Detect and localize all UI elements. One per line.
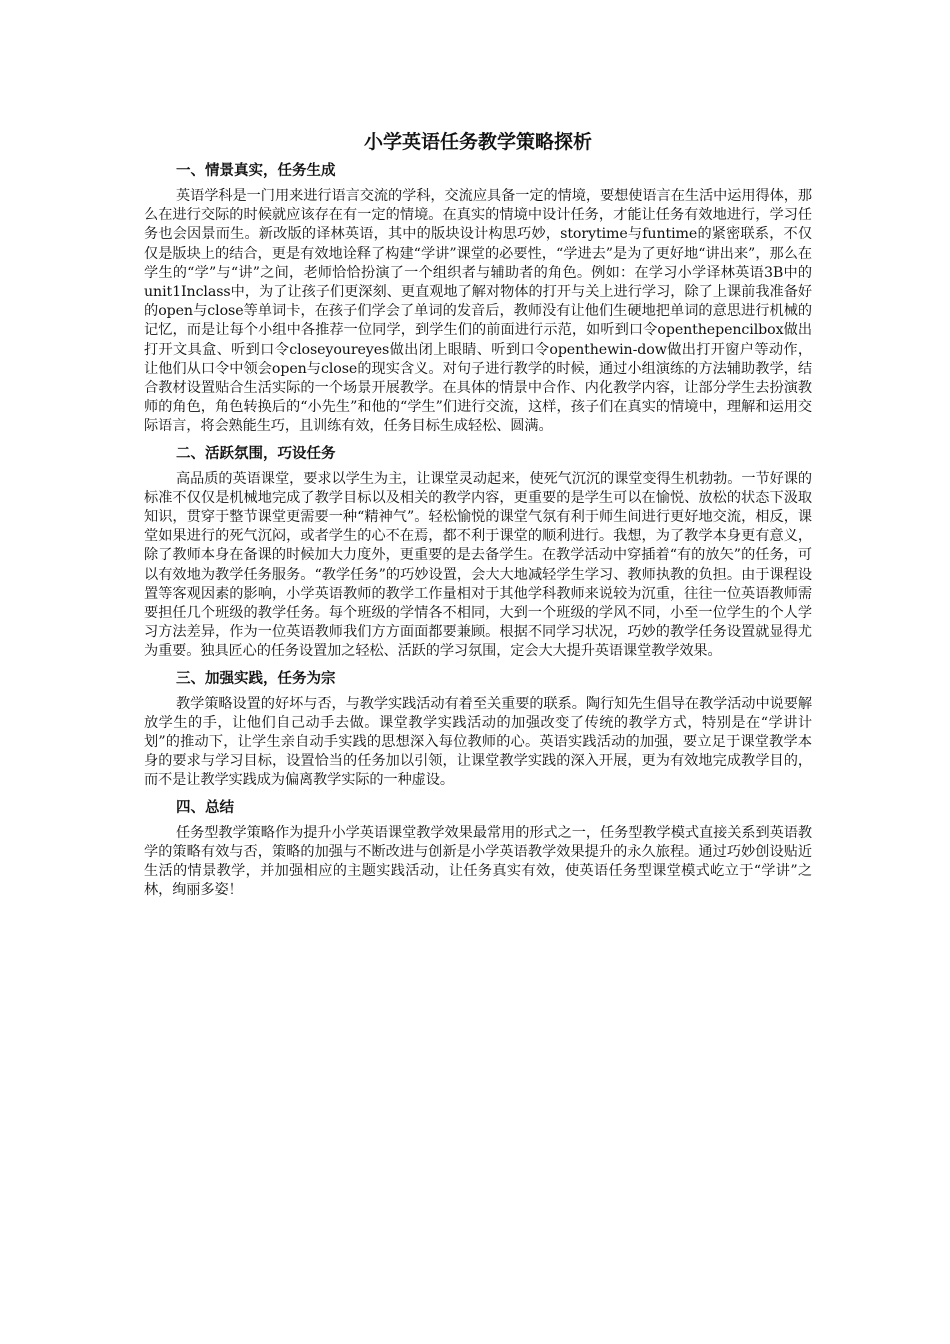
section-paragraph: 英语学科是一门用来进行语言交流的学科，交流应具备一定的情境，要想使语言在生活中运用得体，那么在进行交际的时候就应该存在有一定的情境。在真实的情境中设计任务，才能让任务有效地进行，学习任务也会因景而生。新改版的译林英语，其中的版块设计构思巧妙，storytime与funtime的紧密联系，不仅仅是版块上的结合，更是有效地诠释了构建“学讲”课堂的必要性，“学进去”是为了更好地“讲出来”，那么在学生的“学”与“讲”之间，老师恰恰扮演了一个组织者与辅助者的角色。例如：在学习小学译林英语3B中的unit1Inclass中，为了让孩子们更深刻、更直观地了解对物体的打开与关上进行学习，除了上课前我准备好的open与close等单词卡，在孩子们学会了单词的发音后，教师没有让他们生硬地把单词的意思进行机械的记忆，而是让每个小组中各推荐一位同学，到学生们的前面进行示范，如听到口令openthepencilbox做出打开文具盒、听到口令closeyoureyes做出闭上眼睛、听到口令openthewin-dow做出打开窗户等动作，让他们从口令中领会open与close的现实含义。对句子进行教学的时候，通过小组演练的方法辅助教学，结合教材设置贴合生活实际的一个场景开展教学。在具体的情景中合作、内化教学内容，让部分学生去扮演教师的角色，角色转换后的“小先生”和他的“学生”们进行交流，这样，孩子们在真实的情境中，理解和运用交际语言，将会熟能生巧，且训练有效，任务目标生成轻松、圆满。 [144, 188, 812, 435]
section-paragraph: 教学策略设置的好坏与否，与教学实践活动有着至关重要的联系。陶行知先生倡导在教学活动中说要解放学生的手，让他们自己动手去做。课堂教学实践活动的加强改变了传统的教学方式，特别是在“学讲计划”的推动下，让学生亲自动手实践的思想深入每位教师的心。英语实践活动的加强，要立足于课堂教学本身的要求与学习目标，设置恰当的任务加以引领，让课堂教学实践的深入开展，更为有效地完成教学目的，而不是让教学实践成为偏离教学实际的一种虚设。 [144, 695, 812, 789]
section-heading: 四、总结 [176, 799, 234, 816]
section-heading: 三、加强实践，任务为宗 [176, 670, 336, 687]
section-heading: 二、活跃氛围，巧设任务 [176, 445, 336, 462]
section-heading: 一、情景真实，任务生成 [176, 163, 336, 179]
section-3 [144, 668, 812, 791]
section-4 [144, 797, 812, 901]
document-title: 小学英语任务教学策略探析 [363, 131, 592, 153]
document-page [144, 122, 812, 904]
section-paragraph: 高品质的英语课堂，要求以学生为主，让课堂灵动起来，使死气沉沉的课堂变得生机勃勃。一节好课的标准不仅仅是机械地完成了教学目标以及相关的教学内容，更重要的是学生可以在愉悦、放松的状态下汲取知识，贯穿于整节课堂更需要一种“精神气”。轻松愉悦的课堂气氛有利于师生间进行更好地交流，相反，课堂如果进行的死气沉闷，或者学生的心不在焉，都不利于课堂的顺利进行。我想，为了教学本身更有意义，除了教师本身在备课的时候加大力度外，更重要的是去备学生。在教学活动中穿插着“有的放矢”的任务，可以有效地为教学任务服务。“教学任务”的巧妙设置，会大大地减轻学生学习、教师执教的负担。由于课程设置等客观因素的影响，小学英语教师的教学工作量相对于其他学科教师来说较为沉重，往往一位英语教师需要担任几个班级的教学任务。每个班级的学情各不相同，大到一个班级的学风不同，小至一位学生的个人学习方法差异，作为一位英语教师我们方方面面都要兼顾。根据不同学习状况，巧妙的教学任务设置就显得尤为重要。独具匠心的任务设置加之轻松、活跃的学习氛围，定会大大提升英语课堂教学效果。 [144, 470, 812, 660]
section-1 [144, 160, 812, 437]
section-paragraph: 任务型教学策略作为提升小学英语课堂教学效果最常用的形式之一，任务型教学模式直接关系到英语教学的策略有效与否，策略的加强与不断改进与创新是小学英语教学效果提升的永久旅程。通过巧妙创设贴近生活的情景教学，并加强相应的主题实践活动，让任务真实有效，使英语任务型课堂模式屹立于“学讲”之林，绚丽多姿！ [144, 824, 812, 899]
section-2 [144, 443, 812, 662]
